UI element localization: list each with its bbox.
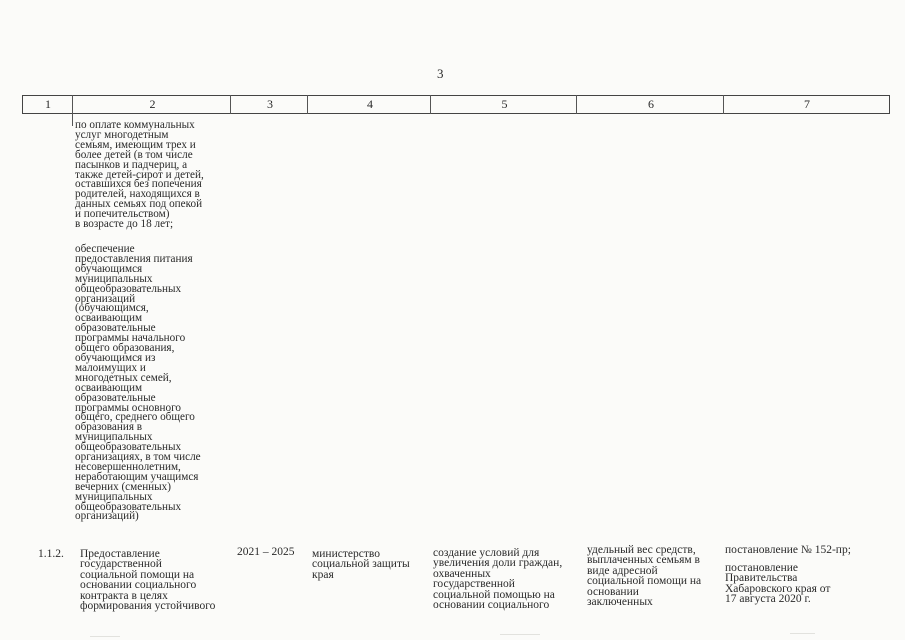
row-indicator: удельный вес средств, выплаченных семьям в виде адресной социальной помощи на основании заключенных [587,544,702,609]
measure-text-nutrition: обеспечение предоставления питания обучающимся муниципальных общеобразовательных организаций (обучающимся, осваивающим образовательные программы начального общего образования, обучающимся из малоимущих и многодетных семей, осваивающим образовательные программы основного общего, среднего общего образования в муниципальных общеобразовательных организациях, в том числе несовершеннолетним, неработающим учащимся вечерних (сменных) муниципальных общеобразовательных организаций) [75,243,201,523]
measure-text-utilities: по оплате коммунальных услуг многодетным семьям, имеющим трех и более детей (в том числе пасынков и падчериц, а также детей-сирот и детей, оставшихся без попечения родителей, находящихся в данных семьях под опекой и попечительством) в возрасте до 18 лет; [75,119,204,231]
scan-artifact [790,633,815,634]
header-col-3: 3 [267,97,273,111]
header-col-1: 1 [45,97,51,111]
row-goal: создание условий для увеличения доли граждан, охваченных государственной социальной помощью на основании социального [433,547,563,612]
header-col-2: 2 [149,97,156,111]
col-divider [72,95,73,126]
row-decree-number: постановление № 152-пр; [725,544,851,556]
page-number: 3 [437,66,444,81]
row-number: 1.1.2. [38,548,64,560]
col-divider [576,95,577,114]
col-divider [723,95,724,114]
row-executor: министерство социальной защиты края [312,548,410,581]
header-col-7: 7 [804,97,810,111]
header-col-5: 5 [501,97,508,111]
col-divider [430,95,431,114]
col-divider [230,95,231,114]
scan-artifact [500,634,540,635]
row-measure-name: Предоставление государственной социальной помощи на основании социального контракта в целях формирования устойчивого [80,548,216,613]
scan-artifact [90,636,120,637]
table-header-row [22,95,890,114]
col-divider [307,95,308,114]
row-period: 2021 – 2025 [237,546,295,558]
row-decree-details: постановление Правительства Хабаровского края от 17 августа 2020 г. [725,562,831,606]
header-col-6: 6 [648,97,654,111]
header-col-4: 4 [367,97,373,111]
